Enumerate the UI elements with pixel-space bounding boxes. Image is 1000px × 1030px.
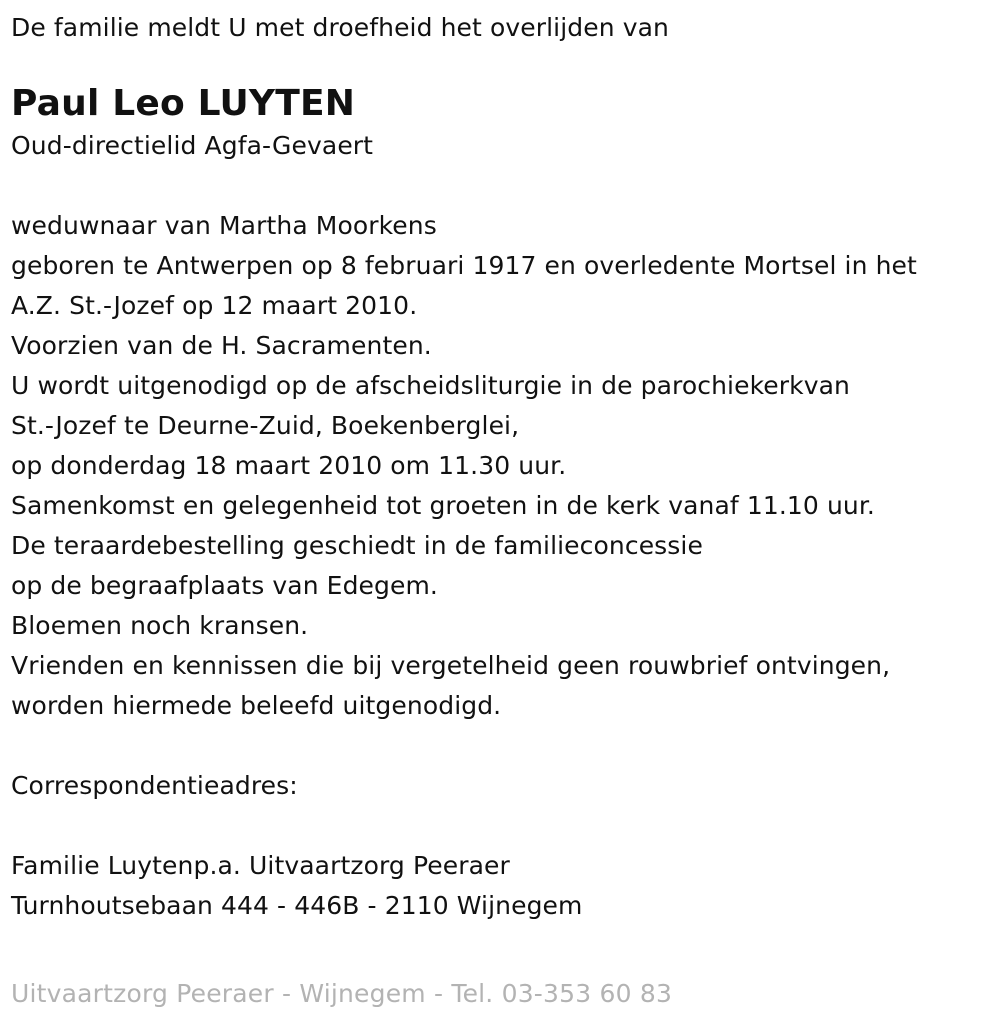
- body-line: op donderdag 18 maart 2010 om 11.30 uur.: [11, 451, 567, 480]
- spacer: [11, 726, 986, 766]
- body-line: Vrienden en kennissen die bij vergetelheid geen rouwbrief ontvingen,: [11, 651, 891, 680]
- correspondence-address: [11, 846, 986, 926]
- body-line: Voorzien van de H. Sacramenten.: [11, 331, 432, 360]
- address-line: Turnhoutsebaan 444 - 446B - 2110 Wijnegem: [11, 891, 583, 920]
- spacer: [11, 806, 986, 846]
- body-line: geboren te Antwerpen op 8 februari 1917 en overledente Mortsel in het: [11, 251, 917, 280]
- funeral-home-footer: Uitvaartzorg Peeraer - Wijnegem - Tel. 03-353 60 83: [11, 979, 673, 1008]
- body-line: Bloemen noch kransen.: [11, 611, 309, 640]
- body-line: weduwnaar van Martha Moorkens: [11, 211, 437, 240]
- body-line: A.Z. St.-Jozef op 12 maart 2010.: [11, 291, 418, 320]
- deceased-name: Paul Leo LUYTEN: [11, 83, 356, 124]
- obituary-notice: [11, 8, 986, 926]
- body-line: De teraardebestelling geschiedt in de familieconcessie: [11, 531, 703, 560]
- correspondence-label: Correspondentieadres:: [11, 771, 298, 800]
- deceased-title: Oud-directielid Agfa-Gevaert: [11, 131, 374, 160]
- address-line: Familie Luytenp.a. Uitvaartzorg Peeraer: [11, 851, 510, 880]
- body-line: worden hiermede beleefd uitgenodigd.: [11, 691, 502, 720]
- intro-text: De familie meldt U met droefheid het overlijden van: [11, 13, 669, 42]
- spacer: [11, 166, 986, 206]
- body-line: Samenkomst en gelegenheid tot groeten in de kerk vanaf 11.10 uur.: [11, 491, 875, 520]
- body-line: op de begraafplaats van Edegem.: [11, 571, 438, 600]
- body-line: St.-Jozef te Deurne-Zuid, Boekenberglei,: [11, 411, 520, 440]
- body-line: U wordt uitgenodigd op de afscheidsliturgie in de parochiekerkvan: [11, 371, 850, 400]
- notice-body: [11, 206, 986, 726]
